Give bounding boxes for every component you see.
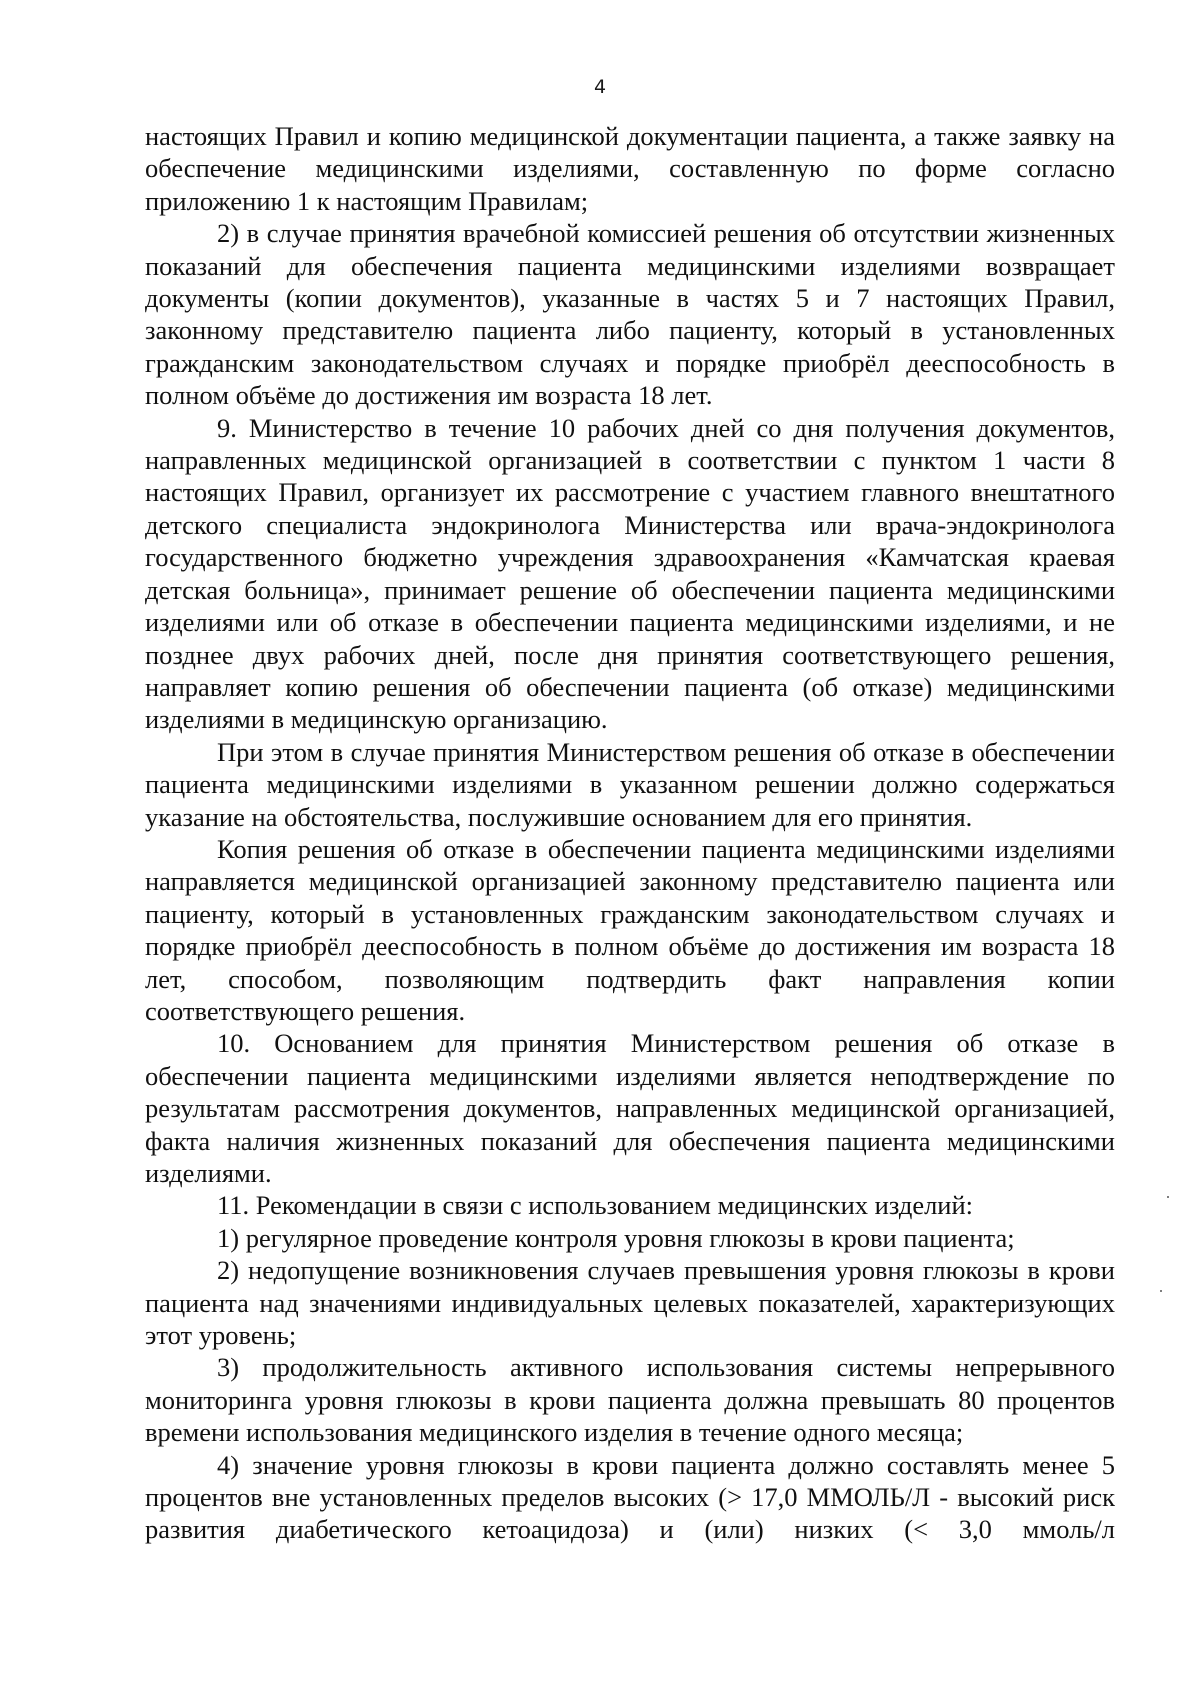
paragraph-refusal-copy: Копия решения об отказе в обеспечении пациента медицинскими изделиями направляется медицинской организацией законному представителю пациента или пациенту, который в установленных гражданским законодательством случаях и порядке приобрёл дееспособность в полном объёме до достижения им возраста 18 лет, способом, позволяющим подтвердить факт направления копии соответствующего решения.	[145, 833, 1115, 1026]
paragraph-recommendation-3: 3) продолжительность активного использования системы непрерывного мониторинга уровня глюкозы в крови пациента должна превышать 80 процентов времени использования медицинского изделия в течение одного месяца;	[145, 1352, 1115, 1448]
paragraph-point-10: 10. Основанием для принятия Министерством решения об отказе в обеспечении пациента медицинскими изделиями является неподтверждение по результатам рассмотрения документов, направленных медицинской организацией, факта наличия жизненных показаний для обеспечения пациента медицинскими изделиями.	[145, 1028, 1115, 1188]
paragraph-subpoint-2: 2) в случае принятия врачебной комиссией решения об отсутствии жизненных показаний для обеспечения пациента медицинскими изделиями возвращает документы (копии документов), указанные в частях 5 и 7 настоящих Правил, законному представителю пациента либо пациенту, который в установленных гражданским законодательством случаях и порядке приобрёл дееспособность в полном объёме до достижения им возраста 18 лет.	[145, 218, 1115, 411]
paragraph-point-11: 11. Рекомендации в связи с использованием медицинских изделий:	[217, 1190, 974, 1221]
scan-speck	[1167, 1196, 1169, 1198]
paragraph-recommendation-4: 4) значение уровня глюкозы в крови пациента должно составлять менее 5 процентов вне установленных пределов высоких (> 17,0 ММОЛЬ/Л - высокий риск развития диабетического кетоацидоза) и (или) низких (< 3,0 ммоль/л	[145, 1449, 1115, 1545]
document-body	[145, 120, 1115, 1546]
paragraph-point-9: 9. Министерство в течение 10 рабочих дней со дня получения документов, направленных медицинской организацией в соответствии с пунктом 1 части 8 настоящих Правил, организует их рассмотрение с участием главного внештатного детского специалиста эндокринолога Министерства или врача-эндокринолога государственного бюджетно учреждения здравоохранения «Камчатская краевая детская больница», принимает решение об обеспечении пациента медицинскими изделиями или об отказе в обеспечении пациента медицинскими изделиями, и не позднее двух рабочих дней, после дня принятия соответствующего решения, направляет копию решения об обеспечении пациента (об отказе) медицинскими изделиями в медицинскую организацию.	[145, 412, 1115, 735]
paragraph-continuation: настоящих Правил и копию медицинской документации пациента, а также заявку на обеспечение медицинскими изделиями, составленную по форме согласно приложению 1 к настоящим Правилам;	[145, 121, 1115, 216]
paragraph-recommendation-1: 1) регулярное проведение контроля уровня глюкозы в крови пациента;	[217, 1222, 1015, 1253]
scan-speck	[1160, 1290, 1162, 1292]
page-number: 4	[593, 76, 607, 98]
paragraph-recommendation-2: 2) недопущение возникновения случаев превышения уровня глюкозы в крови пациента над значениями индивидуальных целевых показателей, характеризующих этот уровень;	[145, 1255, 1115, 1351]
paragraph-refusal-note: При этом в случае принятия Министерством решения об отказе в обеспечении пациента медицинскими изделиями в указанном решении должно содержаться указание на обстоятельства, послужившие основанием для его принятия.	[145, 736, 1115, 832]
